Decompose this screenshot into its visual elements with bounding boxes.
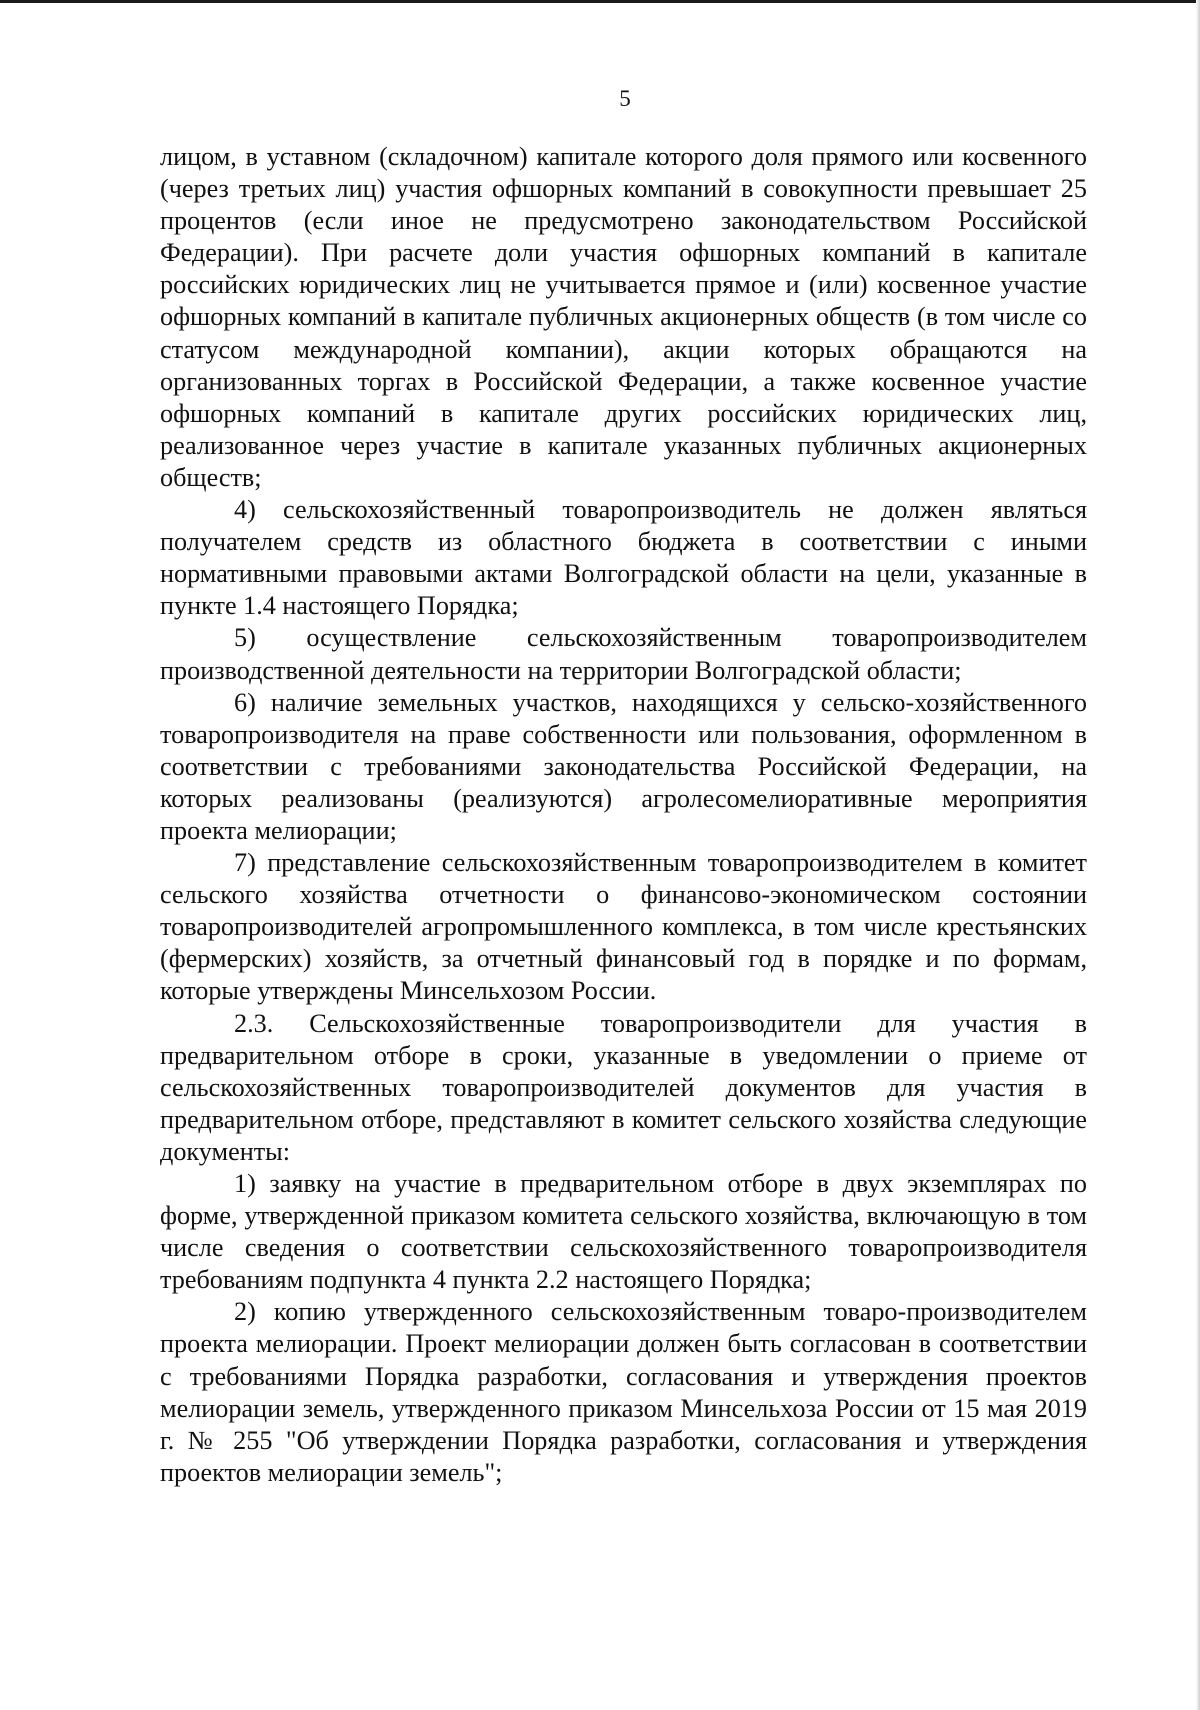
- document-body: [160, 141, 1087, 1489]
- paragraph-item-4: 4) сельскохозяйственный товаропроизводитель не должен являться получателем средств из областного бюджета в соответствии с иными нормативными правовыми актами Волгоградской области на цели, указанные в пункте 1.4 настоящего Порядка;: [160, 495, 1087, 621]
- paragraph-section-2-3: 2.3. Сельскохозяйственные товаропроизводители для участия в предварительном отборе в сроки, указанные в уведомлении о приеме от сельскохозяйственных товаропроизводителей документов для участия в предварительном отборе, представляют в комитет сельского хозяйства следующие документы:: [160, 1008, 1087, 1166]
- paragraph-doc-item-1: 1) заявку на участие в предварительном отборе в двух экземплярах по форме, утвержденной приказом комитета сельского хозяйства, включающую в том числе сведения о соответствии сельскохозяйственного товаропроизводителя требованиям подпункта 4 пункта 2.2 настоящего Порядка;: [160, 1169, 1087, 1295]
- scan-edge-right: [1196, 0, 1200, 1710]
- scan-edge-top: [0, 0, 1200, 3]
- paragraph-offshore-continuation: лицом, в уставном (складочном) капитале которого доля прямого или косвенного (через третьих лиц) участия офшорных компаний в совокупности превышает 25 процентов (если иное не предусмотрено законодательством Российской Федерации). При расчете доли участия офшорных компаний в капитале российских юридических лиц не учитывается прямое и (или) косвенное участие офшорных компаний в капитале публичных акционерных обществ (в том числе со статусом международной компании), акции которых обращаются на организованных торгах в Российской Федерации, а также косвенное участие офшорных компаний в капитале других российских юридических лиц, реализованное через участие в капитале указанных публичных акционерных обществ;: [160, 142, 1087, 492]
- paragraph-item-5: 5) осуществление сельскохозяйственным товаропроизводителем производственной деятельности на территории Волгоградской области;: [160, 623, 1087, 685]
- page-number: 5: [619, 86, 631, 111]
- paragraph-item-6: 6) наличие земельных участков, находящихся у сельско-хозяйственного товаропроизводителя на праве собственности или пользования, оформленном в соответствии с требованиями законодательства Российской Федерации, на которых реализованы (реализуются) агролесомелиоративные мероприятия проекта мелиорации;: [160, 687, 1087, 845]
- paragraph-item-7: 7) представление сельскохозяйственным товаропроизводителем в комитет сельского хозяйства отчетности о финансово-экономическом состоянии товаропроизводителей агропромышленного комплекса, в том числе крестьянских (фермерских) хозяйств, за отчетный финансовый год в порядке и по формам, которые утверждены Минсельхозом России.: [160, 848, 1087, 1006]
- paragraph-doc-item-2: 2) копию утвержденного сельскохозяйственным товаро-производителем проекта мелиорации. Проект мелиорации должен быть согласован в соответствии с требованиями Порядка разработки, согласования и утверждения проектов мелиорации земель, утвержденного приказом Минсельхоза России от 15 мая 2019 г. № 255 "Об утверждении Порядка разработки, согласования и утверждения проектов мелиорации земель";: [160, 1297, 1087, 1487]
